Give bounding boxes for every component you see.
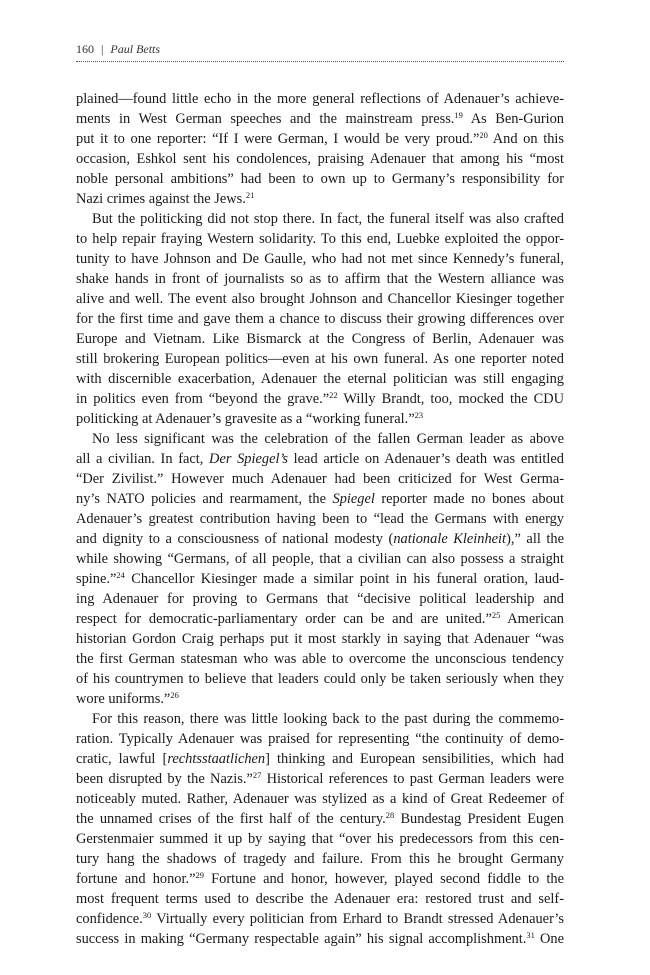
- text-line: [76, 589, 564, 609]
- footnote-marker: 30: [142, 910, 152, 920]
- text-run: Bundestag President Eugen: [394, 811, 564, 827]
- text-line: [76, 789, 564, 809]
- text-line: [76, 349, 564, 369]
- text-run: Willy Brandt, too, mocked the CDU: [337, 391, 564, 407]
- text-line: [76, 529, 564, 549]
- footnote-marker: 28: [385, 810, 395, 820]
- text-run: lead article on Adenauer’s death was entitled: [288, 451, 564, 467]
- text-line: [76, 149, 564, 169]
- paragraph: [76, 89, 564, 209]
- text-line: [76, 869, 564, 889]
- header-rule: [76, 61, 564, 62]
- text-line: [76, 189, 564, 209]
- text-line: [76, 449, 564, 469]
- text-line: [76, 749, 564, 769]
- text-run: ny’s NATO policies and rearmament, the: [76, 491, 333, 507]
- text-run: tunity to have Johnson and De Gaulle, who had not met since Kennedy’s funeral,: [76, 251, 564, 267]
- text-run: fortune and honor.”: [76, 871, 196, 887]
- text-line: [76, 249, 564, 269]
- footnote-marker: 29: [195, 870, 204, 880]
- text-run: success in making “Germany respectable again” his signal accomplishment.: [76, 931, 527, 947]
- text-line: [76, 409, 564, 429]
- text-line: [76, 849, 564, 869]
- text-run: But the politicking did not stop there. In fact, the funeral itself was also crafted: [92, 211, 564, 227]
- text-run: plained—found little echo in the more general reflections of Adenauer’s achieve-: [76, 91, 564, 107]
- text-run: of his countrymen to believe that leaders could only be taken seriously when they: [76, 671, 564, 687]
- running-head: [76, 42, 566, 57]
- text-run: put it to one reporter: “If I were German, I would be very proud.”: [76, 131, 480, 147]
- footnote-marker: 24: [116, 570, 125, 580]
- text-line: [76, 129, 564, 149]
- footnote-marker: 27: [252, 770, 262, 780]
- text-run: No less significant was the celebration of the fallen German leader as above: [92, 431, 564, 447]
- text-line: [76, 329, 564, 349]
- text-run: most frequent terms used to describe the Adenauer era: restored trust and self-: [76, 891, 564, 907]
- text-line: [76, 429, 564, 449]
- text-run: ing Adenauer for proving to Germans that “decisive political leadership and: [76, 591, 564, 607]
- text-run: Fortune and honor, however, played second fiddle to the: [203, 871, 564, 887]
- footnote-marker: 23: [414, 410, 424, 420]
- text-run: in politics even from “beyond the grave.”: [76, 391, 330, 407]
- text-run: Europe and Vietnam. Like Bismarck at the Congress of Berlin, Adenauer was: [76, 331, 564, 347]
- footnote-marker: 26: [170, 690, 179, 700]
- text-line: [76, 209, 564, 229]
- text-run: ration. Typically Adenauer was praised for representing “the continuity of demo-: [76, 731, 564, 747]
- text-run: spine.”: [76, 571, 117, 587]
- text-run: As Ben-Gurion: [462, 111, 564, 127]
- text-line: [76, 509, 564, 529]
- text-run: to help repair fraying Western solidarity. To this end, Luebke exploited the oppor-: [76, 231, 564, 247]
- text-run: been disrupted by the Nazis.”: [76, 771, 253, 787]
- text-run: confidence.: [76, 911, 143, 927]
- text-run: Virtually every politician from Erhard to Brandt stressed Adenauer’s: [151, 911, 564, 927]
- text-run: occasion, Eshkol sent his condolences, praising Adenauer that among his “most: [76, 151, 564, 167]
- text-run: “Der Zivilist.” However much Adenauer had been criticized for West Germa-: [76, 471, 564, 487]
- page-number: 160: [76, 42, 94, 56]
- text-run: ments in West German speeches and the mainstream press.: [76, 111, 455, 127]
- text-run: ] thinking and European sensibilities, which had: [265, 751, 564, 767]
- text-line: [76, 269, 564, 289]
- text-line: [76, 649, 564, 669]
- text-line: [76, 389, 564, 409]
- text-line: [76, 469, 564, 489]
- paragraph: [76, 709, 564, 949]
- text-line: [76, 709, 564, 729]
- text-run: reporter made no bones about: [374, 491, 564, 507]
- paragraph: [76, 209, 564, 429]
- text-run: and dignity to a consciousness of national modesty (: [76, 531, 394, 547]
- footnote-marker: 25: [491, 610, 501, 620]
- header-separator: |: [101, 42, 104, 56]
- text-run: wore uniforms.”: [76, 691, 171, 707]
- footnote-marker: 31: [526, 930, 535, 940]
- footnote-marker: 19: [454, 110, 463, 120]
- text-run: Gerstenmaier summed it up by saying that “over his predecessors from this cen-: [76, 831, 564, 847]
- italic-text: nationale Kleinheit: [393, 531, 507, 547]
- text-run: the first German statesman who was able to overcome the unconscious tendency: [76, 651, 564, 667]
- text-run: One: [534, 931, 564, 947]
- text-line: [76, 169, 564, 189]
- text-line: [76, 769, 564, 789]
- italic-text: rechtsstaatlichen: [167, 751, 266, 767]
- text-line: [76, 669, 564, 689]
- text-run: historian Gordon Craig perhaps put it most starkly in saying that Adenauer “was: [76, 631, 564, 647]
- paragraph: [76, 429, 564, 709]
- italic-text: Spiegel: [332, 491, 375, 507]
- text-run: the unnamed crises of the first half of the century.: [76, 811, 386, 827]
- text-run: noble personal ambitions” had been to own up to Germany’s responsibility for: [76, 171, 564, 187]
- text-run: while showing “Germans, of all people, that a civilian can also possess a straight: [76, 551, 564, 567]
- text-line: [76, 289, 564, 309]
- text-run: with discernible exacerbation, Adenauer the eternal politician was still engaging: [76, 371, 564, 387]
- text-run: politicking at Adenauer’s gravesite as a “working funeral.”: [76, 411, 415, 427]
- running-head-author: Paul Betts: [110, 42, 161, 56]
- text-run: cratic, lawful [: [76, 751, 168, 767]
- text-run: Adenauer’s greatest contribution having been to “lead the Germans with energy: [76, 511, 564, 527]
- text-run: still brokering European politics—even at his own funeral. As one reporter noted: [76, 351, 564, 367]
- text-run: Nazi crimes against the Jews.: [76, 191, 246, 207]
- text-line: [76, 309, 564, 329]
- text-line: [76, 889, 564, 909]
- footnote-marker: 20: [479, 130, 488, 140]
- text-line: [76, 549, 564, 569]
- text-run: And on this: [487, 131, 565, 147]
- text-line: [76, 109, 564, 129]
- text-run: tury hang the shadows of tragedy and failure. From this he brought Germany: [76, 851, 564, 867]
- text-line: [76, 809, 564, 829]
- text-line: [76, 689, 564, 709]
- text-line: [76, 89, 564, 109]
- text-line: [76, 829, 564, 849]
- text-line: [76, 569, 564, 589]
- text-run: Chancellor Kiesinger made a similar point in his funeral oration, laud-: [124, 571, 564, 587]
- text-run: Historical references to past German leaders were: [261, 771, 564, 787]
- text-run: respect for democratic-parliamentary order can be and are united.”: [76, 611, 492, 627]
- text-run: shake hands in front of journalists so as to affirm that the Western alliance was: [76, 271, 564, 287]
- italic-text: Der Spiegel’s: [209, 451, 288, 467]
- text-line: [76, 489, 564, 509]
- text-line: [76, 609, 564, 629]
- text-run: For this reason, there was little looking back to the past during the commemo-: [92, 711, 564, 727]
- text-line: [76, 729, 564, 749]
- text-run: alive and well. The event also brought Johnson and Chancellor Kiesinger together: [76, 291, 564, 307]
- body-text: [76, 89, 564, 949]
- footnote-marker: 21: [245, 190, 255, 200]
- text-line: [76, 929, 564, 949]
- text-run: all a civilian. In fact,: [76, 451, 210, 467]
- text-run: American: [500, 611, 564, 627]
- text-line: [76, 229, 564, 249]
- footnote-marker: 22: [329, 390, 338, 400]
- text-line: [76, 369, 564, 389]
- text-line: [76, 629, 564, 649]
- text-line: [76, 909, 564, 929]
- text-run: for the first time and gave them a chance to discuss their growing differences over: [76, 311, 564, 327]
- text-run: noticeably muted. Rather, Adenauer was stylized as a kind of Great Redeemer of: [76, 791, 564, 807]
- text-run: ),” all the: [506, 531, 564, 547]
